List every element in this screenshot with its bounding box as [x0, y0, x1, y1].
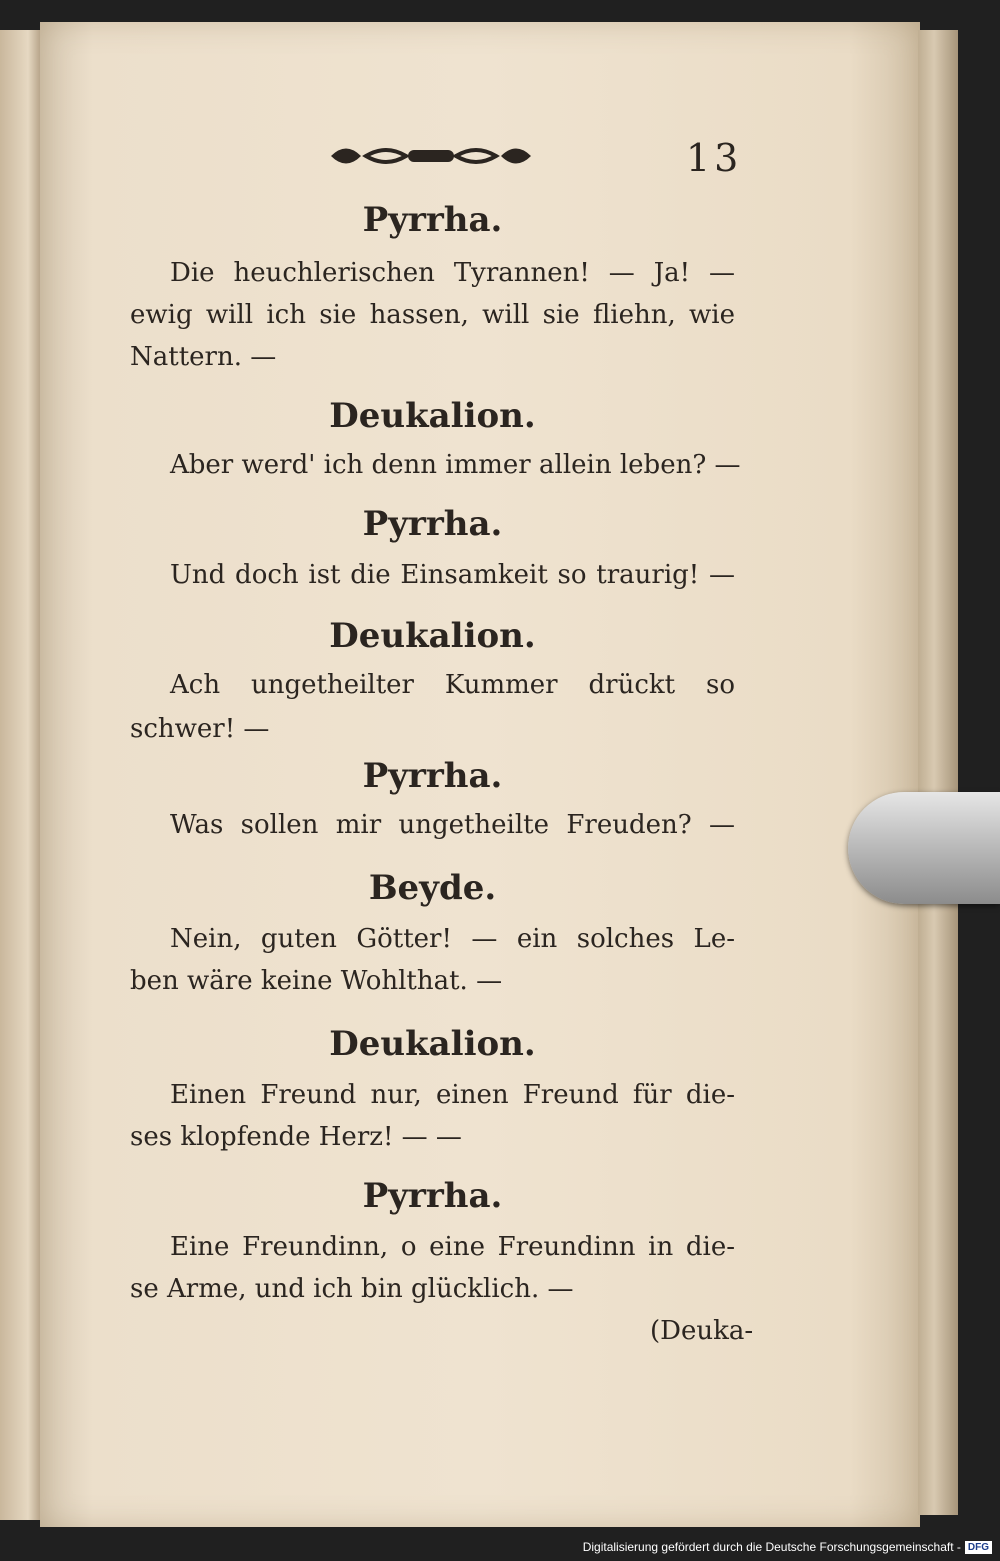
facing-page-edge [0, 30, 40, 1520]
text-line: se Arme, und ich bin glücklich. — [130, 1274, 574, 1304]
text-line: ben wäre keine Wohlthat. — [130, 966, 503, 996]
text-line: Was sollen mir ungetheilte Freuden? — [170, 810, 735, 840]
text-line: ses klopfende Herz! — — [130, 1122, 462, 1152]
text-line: Aber werd' ich denn immer allein leben? — [170, 450, 741, 480]
printer-ornament-icon [326, 136, 536, 176]
speaker-heading: Deukalion. [329, 616, 536, 656]
text-line: Ach ungetheilter Kummer drückt so [170, 670, 735, 700]
text-line: schwer! — [130, 714, 270, 744]
speaker-heading: Pyrrha. [362, 200, 503, 240]
text-line: Eine Freundinn, o eine Freundinn in die- [170, 1232, 735, 1262]
dfg-logo-icon: DFG [965, 1541, 992, 1554]
speaker-heading: Beyde. [368, 868, 497, 908]
credit-text: Digitalisierung gefördert durch die Deutsche Forschungsgemeinschaft - [582, 1540, 961, 1554]
text-line: ewig will ich sie hassen, will sie fliehn, wie [130, 300, 735, 330]
text-line: Einen Freund nur, einen Freund für die- [170, 1080, 735, 1110]
speaker-heading: Deukalion. [329, 396, 536, 436]
page-clip [848, 792, 1000, 904]
text-line: Nein, guten Götter! — ein solches Le- [170, 924, 735, 954]
page-number: 13 [686, 136, 743, 180]
text-line: Die heuchlerischen Tyrannen! — Ja! — [170, 258, 735, 288]
speaker-heading: Pyrrha. [362, 756, 503, 796]
text-line: Und doch ist die Einsamkeit so traurig! — [170, 560, 735, 590]
speaker-heading: Pyrrha. [362, 1176, 503, 1216]
speaker-heading: Deukalion. [329, 1024, 536, 1064]
catchword: (Deuka- [650, 1316, 754, 1346]
digitization-credit [583, 1540, 992, 1554]
text-line: Nattern. — [130, 342, 277, 372]
page-fore-edge [918, 30, 958, 1515]
speaker-heading: Pyrrha. [362, 504, 503, 544]
